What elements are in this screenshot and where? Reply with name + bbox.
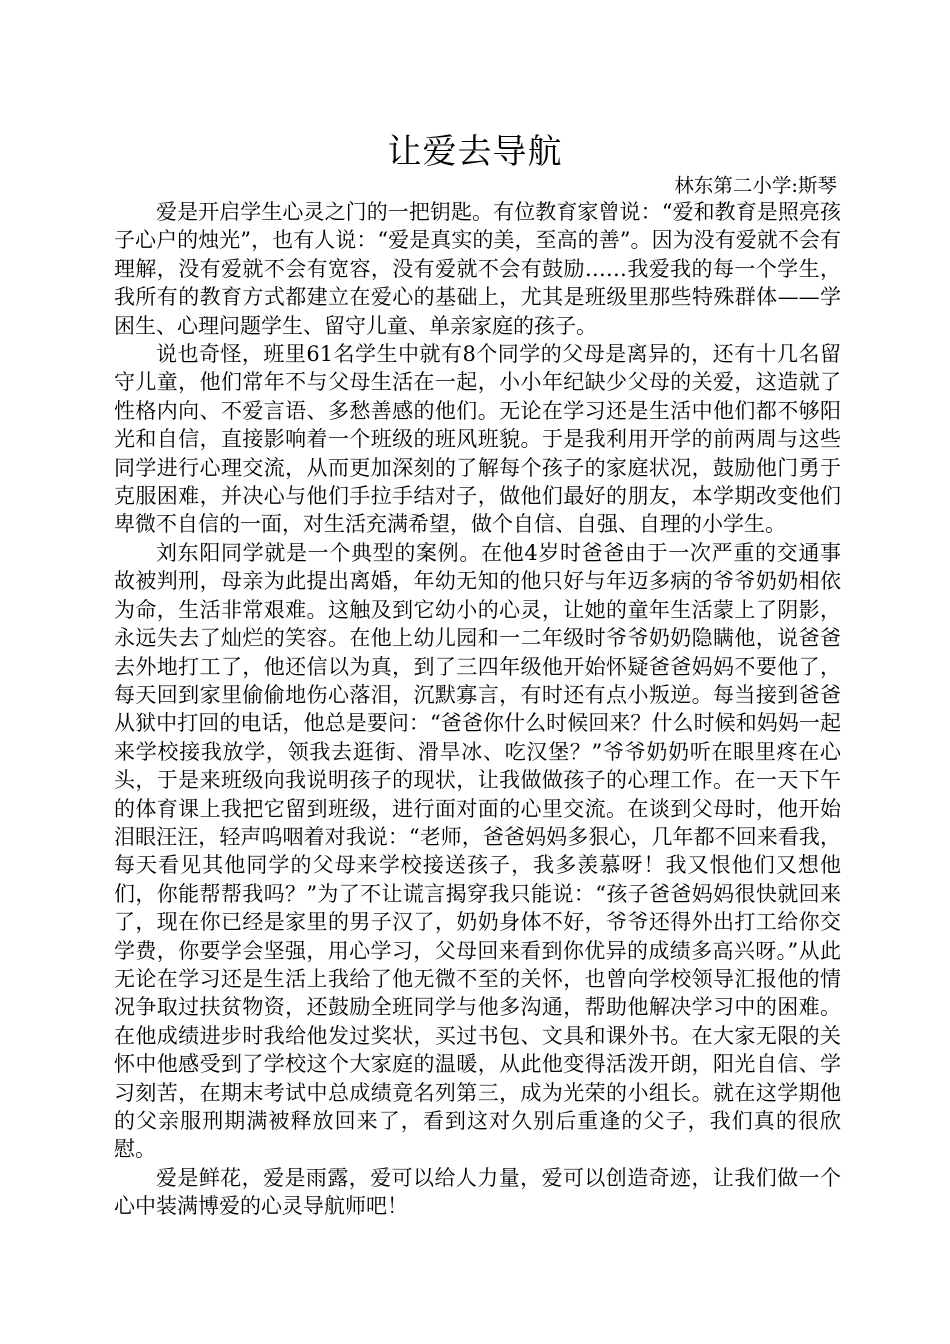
paragraph-3: 刘东阳同学就是一个典型的案例。在他4岁时爸爸由于一次严重的交通事故被判刑，母亲为此提出离婚，年幼无知的他只好与年迈多病的爷爷奶奶相依为命，生活非常艰难。这触及到它幼小的心灵，让她的童年生活蒙上了阴影，永远失去了灿烂的笑容。在他上幼儿园和一二年级时爷爷奶奶隐瞒他，说爸爸去外地打工了，他还信以为真，到了三四年级他开始怀疑爸爸妈妈不要他了，每天回到家里偷偷地伤心落泪，沉默寡言，有时还有点小叛逆。每当接到爸爸从狱中打回的电话，他总是要问：“爸爸你什么时候回来？什么时候和妈妈一起来学校接我放学，领我去逛街、滑旱冰、吃汉堡？”爷爷奶奶听在眼里疼在心头，于是来班级向我说明孩子的现状，让我做做孩子的心理工作。在一天下午的体育课上我把它留到班级，进行面对面的心里交流。在谈到父母时，他开始泪眼汪汪，轻声呜咽着对我说：“老师，爸爸妈妈多狠心，几年都不回来看我，每天看见其他同学的父母来学校接送孩子，我多羡慕呀！我又恨他们又想他们，你能帮帮我吗？”为了不让谎言揭穿我只能说：“孩子爸爸妈妈很快就回来了，现在你已经是家里的男子汉了，奶奶身体不好，爷爷还得外出打工给你交学费，你要学会坚强，用心学习，父母回来看到你优异的成绩多高兴呀。”从此无论在学习还是生活上我给了他无微不至的关怀，也曾向学校领导汇报他的情况争取过扶贫物资，还鼓励全班同学与他多沟通，帮助他解决学习中的困难。在他成绩进步时我给他发过奖状，买过书包、文具和课外书。在大家无限的关怀中他感受到了学校这个大家庭的温暖，从此他变得活泼开朗，阳光自信、学习刻苦，在期末考试中总成绩竟名列第三，成为光荣的小组长。就在这学期他的父亲服刑期满被释放回来了，看到这对久别后重逢的父子，我们真的很欣慰。 bbox=[114, 540, 841, 1162]
document-title: 让爱去导航 bbox=[387, 132, 563, 172]
document-body bbox=[114, 198, 841, 1221]
paragraph-4: 爱是鲜花，爱是雨露，爱可以给人力量，爱可以创造奇迹，让我们做一个心中装满博爱的心灵导航师吧！ bbox=[114, 1165, 841, 1219]
paragraph-1: 爱是开启学生心灵之门的一把钥匙。有位教育家曾说：“爱和教育是照亮孩子心户的烛光”，也有人说：“爱是真实的美，至高的善”。因为没有爱就不会有理解，没有爱就不会有宽容，没有爱就不会有鼓励……我爱我的每一个学生，我所有的教育方式都建立在爱心的基础上，尤其是班级里那些特殊群体——学困生、心理问题学生、留守儿童、单亲家庭的孩子。 bbox=[114, 200, 841, 338]
author-line: 林东第二小学:斯琴 bbox=[674, 174, 837, 197]
paragraph-2: 说也奇怪，班里61名学生中就有8个同学的父母是离异的，还有十几名留守儿童，他们常年不与父母生活在一起，小小年纪缺少父母的关爱，这造就了性格内向、不爱言语、多愁善感的他们。无论在学习还是生活中他们都不够阳光和自信，直接影响着一个班级的班风班貌。于是我利用开学的前两周与这些同学进行心理交流，从而更加深刻的了解每个孩子的家庭状况，鼓励他门勇于克服困难，并决心与他们手拉手结对子，做他们最好的朋友，本学期改变他们卑微不自信的一面，对生活充满希望，做个自信、自强、自理的小学生。 bbox=[114, 342, 841, 537]
